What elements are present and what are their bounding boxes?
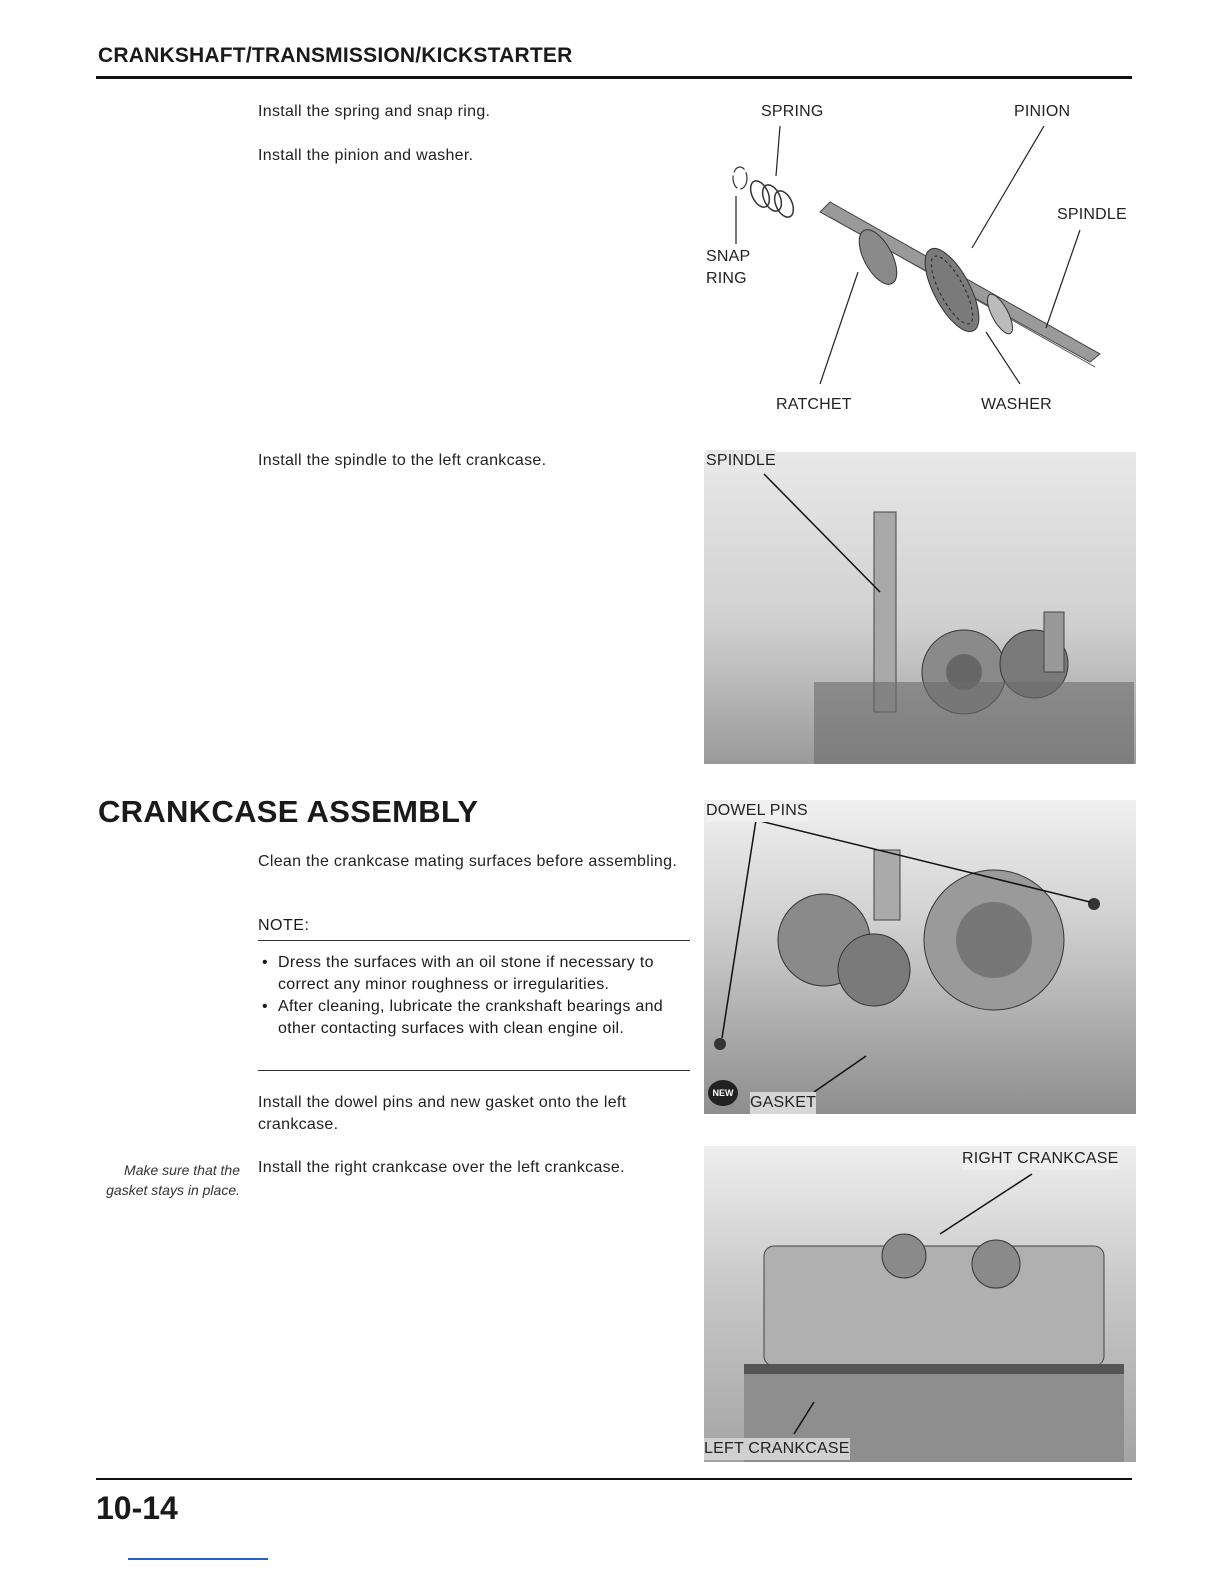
note-top-rule bbox=[258, 940, 690, 941]
label-dowel-pins: DOWEL PINS bbox=[706, 800, 808, 822]
note-list bbox=[258, 952, 692, 1040]
label-washer: WASHER bbox=[981, 396, 1052, 413]
label-spindle: SPINDLE bbox=[1057, 206, 1127, 223]
step-spindle-left-crankcase: Install the spindle to the left crankcase. bbox=[258, 452, 547, 469]
spindle-install-illustration bbox=[704, 452, 1136, 764]
dowel-gasket-illustration bbox=[704, 800, 1136, 1114]
dowel-gasket-text: Install the dowel pins and new gasket onto the left crankcase. bbox=[258, 1094, 627, 1133]
step-pinion-washer: Install the pinion and washer. bbox=[258, 147, 474, 164]
header-rule bbox=[96, 76, 1132, 79]
page-number: 10-14 bbox=[96, 1490, 178, 1526]
figure-crankcase-join-photo bbox=[704, 1146, 1136, 1462]
label-snap-ring: SNAP RING bbox=[706, 248, 751, 287]
crankcase-join-illustration bbox=[704, 1146, 1136, 1462]
footer-rule bbox=[96, 1478, 1132, 1480]
label-right-crankcase: RIGHT CRANKCASE bbox=[962, 1148, 1119, 1170]
clean-surfaces-text: Clean the crankcase mating surfaces before assembling. bbox=[258, 853, 678, 870]
label-ratchet: RATCHET bbox=[776, 396, 852, 413]
label-gasket: GASKET bbox=[750, 1092, 816, 1114]
note-bottom-rule bbox=[258, 1070, 690, 1071]
spindle-illustration bbox=[700, 92, 1140, 422]
step-spring-snap-ring: Install the spring and snap ring. bbox=[258, 103, 491, 120]
note-label: NOTE: bbox=[258, 917, 310, 934]
right-crankcase-text: Install the right crankcase over the left crankcase. bbox=[258, 1159, 625, 1176]
new-part-icon: NEW bbox=[708, 1080, 738, 1106]
figure-dowel-gasket-photo bbox=[704, 800, 1136, 1114]
label-spindle-photo: SPINDLE bbox=[706, 450, 776, 472]
label-left-crankcase: LEFT CRANKCASE bbox=[704, 1438, 850, 1460]
link-underline bbox=[128, 1558, 268, 1560]
figure-spindle-install-photo bbox=[704, 452, 1136, 764]
section-title: CRANKCASE ASSEMBLY bbox=[98, 794, 479, 829]
side-note: Make sure that the gasket stays in place. bbox=[106, 1162, 240, 1198]
page-header-title: CRANKSHAFT/TRANSMISSION/KICKSTARTER bbox=[98, 44, 573, 67]
note-item: • After cleaning, lubricate the crankshaft bearings and other contacting surfaces with clean engine oil. bbox=[258, 996, 692, 1040]
label-spring: SPRING bbox=[761, 103, 824, 120]
label-pinion: PINION bbox=[1014, 103, 1071, 120]
note-item: • Dress the surfaces with an oil stone if necessary to correct any minor roughness or irregularities. bbox=[258, 952, 692, 996]
figure-kickstarter-spindle bbox=[700, 92, 1140, 422]
